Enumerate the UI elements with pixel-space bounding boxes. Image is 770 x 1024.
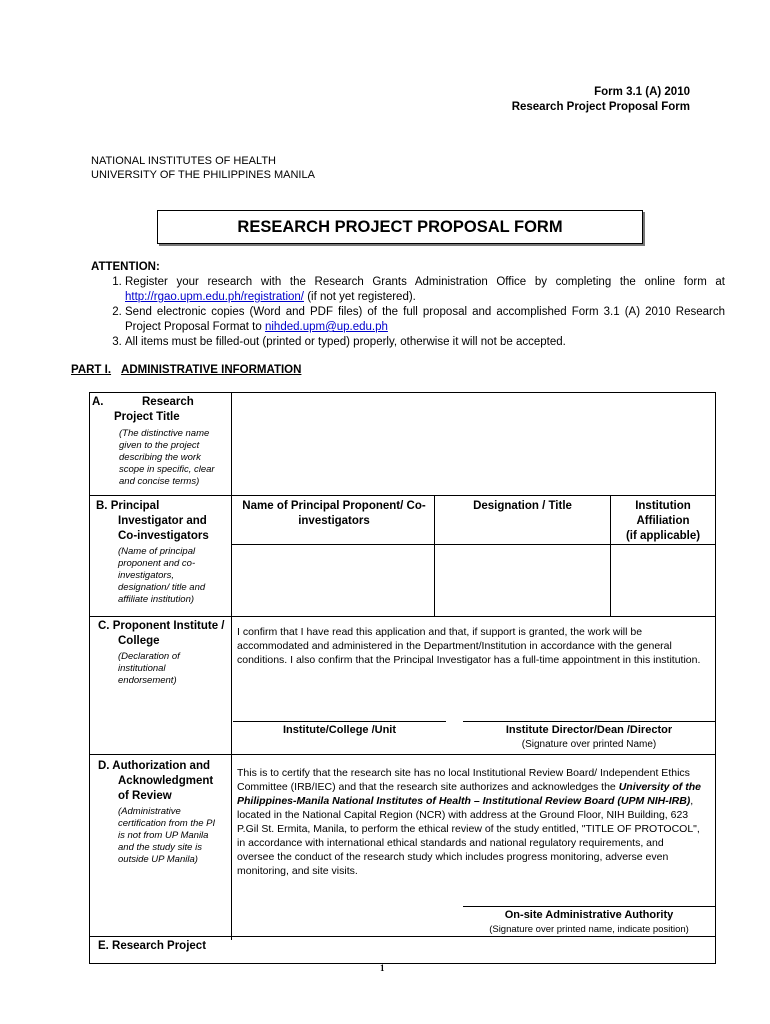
section-a-label	[92, 395, 228, 488]
row-divider-cd	[90, 754, 715, 755]
attention-list	[91, 275, 725, 350]
form-number: Form 3.1 (A) 2010	[594, 86, 690, 98]
part-heading: PART I. ADMINISTRATIVE INFORMATION	[71, 364, 302, 376]
org-line-2: UNIVERSITY OF THE PHILIPPINES MANILA	[91, 169, 315, 181]
attention-block	[91, 260, 725, 350]
col-header-designation: Designation / Title	[473, 500, 572, 512]
certification-text: This is to certify that the research site has no local Institutional Review Board/ Independent Ethics Committee (IRB/IEC) and that the research site authorizes and acknowledges the University of the Philippines-Manila National Institutes of Health – Institutional Review Board (UPM NIH-IRB), located in the National Capital Region (NCR) with address at the Ground Floor, NIH Building, 623 P.Gil St. Ermita, Manila, to perform the ethical review of the study entitled, "TITLE OF PROTOCOL", in accordance with international ethical standards and national regulatory requirements, and oversee the conduct of the research study which includes progress monitoring, adverse even monitoring, and site visits.	[237, 767, 701, 877]
organization	[91, 154, 315, 182]
form-title: RESEARCH PROJECT PROPOSAL FORM	[157, 210, 643, 244]
org-line-1: NATIONAL INSTITUTES OF HEALTH	[91, 155, 276, 167]
institute-unit-label: Institute/College /Unit	[282, 724, 397, 736]
attention-item-1: 1. Register your research with the Research Grants Administration Office by completing the online form at http://rgao.upm.edu.ph/registration/ (if not yet registered).	[125, 275, 725, 305]
row-divider-bc	[90, 616, 715, 617]
admin-info-table	[89, 392, 716, 964]
email-link[interactable]: nihded.upm@up.edu.ph	[264, 321, 388, 333]
endorsement-statement: I confirm that I have read this application and that, if support is granted, the work will be accommodated and administered in the Department/Institution in accordance with the general conditions. I also confirm that the Principal Investigator has a full-time appointment in this institution.	[237, 626, 701, 666]
c-sig-line-1	[233, 721, 446, 722]
investigator-name-field[interactable]	[232, 545, 434, 615]
section-a-letter: A.	[92, 396, 104, 408]
designation-field[interactable]	[435, 545, 610, 615]
registration-link[interactable]: http://rgao.upm.edu.ph/registration/	[125, 291, 304, 303]
section-a-label-1: Research	[142, 396, 194, 408]
onsite-authority-signature: On-site Administrative Authority (Signature over printed name, indicate position)	[489, 909, 689, 935]
c-sig-line-2	[463, 721, 715, 722]
form-name: Research Project Proposal Form	[511, 101, 690, 113]
section-e-label: E. Research Project	[98, 940, 207, 952]
section-d-note: (Administrative certification from the PI is not from UP Manila and the study site is outside UP Manila)	[118, 806, 216, 865]
section-a-note: (The distinctive name given to the project describing the work scope in specific, clear and concise terms)	[119, 428, 215, 487]
project-title-field[interactable]	[232, 394, 714, 494]
attention-item-2: 2. Send electronic copies (Word and PDF files) of the full proposal and accomplished Form 3.1 (A) 2010 Research Project Proposal Format to nihded.upm@up.edu.ph	[125, 305, 725, 335]
section-b-label: B. Principal Investigator and Co-investigators (Name of principal proponent and co-investigators, designation/ title and affiliate institution)	[96, 499, 226, 606]
d-sig-line	[463, 906, 715, 907]
nih-irb-name: University of the Philippines-Manila National Institutes of Health – Institutional Review Board (UPM NIH-IRB)	[237, 781, 701, 807]
attention-label: ATTENTION:	[91, 261, 160, 273]
institution-field[interactable]	[611, 545, 714, 615]
attention-item-3: 3. All items must be filled-out (printed or typed) properly, otherwise it will not be accepted.	[125, 335, 725, 350]
form-header	[512, 85, 690, 115]
section-a-label-2: Project Title	[114, 411, 180, 423]
director-signature: Institute Director/Dean /Director (Signature over printed Name)	[505, 724, 673, 750]
section-c-label: C. Proponent Institute / College (Declaration of institutional endorsement)	[98, 620, 225, 686]
col-header-institution: Institution Affiliation (if applicable)	[625, 500, 701, 542]
section-c-note: (Declaration of institutional endorsement)	[118, 651, 180, 686]
col-header-name: Name of Principal Proponent/ Co-investigators	[242, 500, 426, 527]
section-b-note: (Name of principal proponent and co-investigators, designation/ title and affiliate institution)	[118, 546, 206, 605]
section-d-label: D. Authorization and Acknowledgment of Review (Administrative certification from the PI is not from UP Manila and the study site is outside UP Manila)	[98, 759, 226, 866]
page-number: 1	[380, 963, 385, 973]
row-divider-ab	[90, 495, 715, 496]
